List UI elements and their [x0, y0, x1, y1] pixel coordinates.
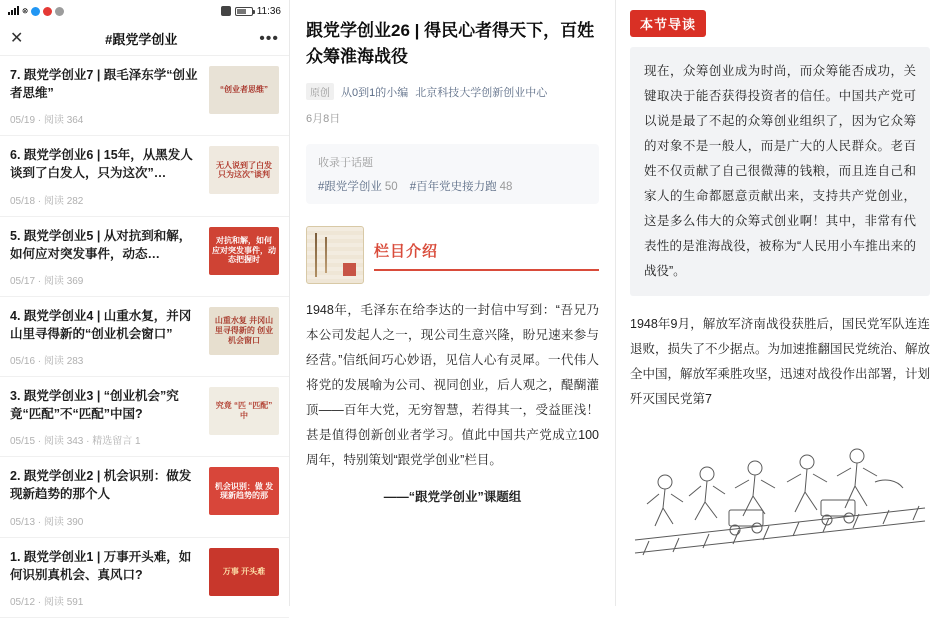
article-list[interactable]	[0, 56, 289, 618]
app-icon	[55, 7, 64, 16]
topic-label: 收录于话题	[318, 157, 373, 169]
thumbnail-caption: 究竟 “匹 “匹配” 中	[215, 401, 273, 420]
list-item-meta: 05/16 · 阅读 283	[10, 356, 84, 367]
list-item-text	[10, 387, 201, 447]
list-item-meta: 05/15 · 阅读 343 · 精选留言 1	[10, 436, 141, 448]
column-intro-body: 1948年，毛泽东在给李达的一封信中写到：“吾兄乃本公司发起人之一，现公司生意兴隆，盼兄速来参与经营。”信纸间巧心妙语，见信人心有灵犀。一代伟人将党的发展喻为公司、视同创业，后人观之，醍醐灌顶——百年大党，无穷智慧，若得其一，受益匪浅！甚是值得创新创业者学习。值此中国共产党成立100周年，特别策划“跟党学创业”栏目。	[306, 303, 599, 467]
article-list-panel	[0, 0, 290, 606]
section-guide-text: 现在，众筹创业成为时尚，而众筹能否成功，关键取决于能否获得投资者的信任。中国共产党可以说是最了不起的众筹创业组织了，因为它众筹的对象不是一般人，而是广大的人民群众。老百姓不仅贡献了自己很微薄的钱粮，而且连自己和家人的生命都愿意贡献出来，支持共产党创业，这是多么伟大的众筹式创业啊！其中，非常有代表性的是淮海战役，被称为“人民用小车推出来的战役”。	[630, 47, 930, 296]
list-item[interactable]	[0, 377, 289, 457]
bluetooth-icon	[43, 7, 52, 16]
column-intro-signature: ——“跟党学创业”课题组	[383, 490, 522, 504]
list-item-meta: 05/19 · 阅读 364	[10, 115, 84, 127]
list-item-thumbnail	[209, 387, 279, 435]
column-intro-section	[306, 226, 599, 505]
list-item-meta: 05/13 · 阅读 390	[10, 516, 84, 528]
article-title: 跟党学创业26 | 得民心者得天下，百姓众筹淮海战役	[306, 21, 595, 66]
list-item-text	[10, 227, 201, 287]
list-item-title: 7. 跟党学创业7 | 跟毛泽东学“创业者思维”	[10, 68, 198, 101]
list-item-title: 5. 跟党学创业5 | 从对抗到和解，如何应对突发事件，动态…	[10, 228, 192, 261]
list-item-text	[10, 146, 201, 206]
close-icon[interactable]: ✕	[10, 29, 24, 47]
signal-bars-icon	[8, 7, 19, 15]
publish-date: 6月8日	[306, 113, 341, 125]
list-item-text	[10, 66, 201, 126]
thumbnail-caption: 山重水复 井冈山里寻得新的 创业机会窗口	[214, 316, 274, 345]
more-options-icon[interactable]: •••	[259, 29, 279, 47]
thumbnail-caption: 机会识别：做 发现新趋势的那	[214, 481, 274, 501]
letter-scroll-icon	[306, 226, 364, 284]
author-link[interactable]: 从0到1的小编	[341, 86, 409, 99]
list-item-title: 1. 跟党学创业1 | 万事开头难，如何识别真机会、真风口?	[10, 549, 192, 582]
original-badge: 原创	[306, 83, 334, 100]
topic-tag-name: #百年党史接力跑	[409, 181, 497, 193]
list-item[interactable]	[0, 56, 289, 136]
list-item-thumbnail	[209, 548, 279, 596]
list-item[interactable]	[0, 217, 289, 297]
article-body-paragraph: 1948年9月，解放军济南战役获胜后，国民党军队连连退败，损失了不少据点。为加速推翻国民党统治、解放全中国，解放军乘胜攻坚，迅速对战役作出部署，计划歼灭国民党第7	[630, 317, 931, 406]
list-item-title: 2. 跟党学创业2 | 机会识别：做发现新趋势的那个人	[10, 469, 192, 502]
article-detail-panel	[290, 0, 616, 606]
topic-tag[interactable]	[410, 178, 513, 194]
title-underline	[374, 269, 599, 271]
topic-box	[306, 144, 599, 204]
list-item[interactable]	[0, 297, 289, 377]
list-item-thumbnail	[209, 146, 279, 194]
status-time: 11:36	[256, 5, 281, 17]
column-intro-header	[306, 226, 599, 284]
topic-tag-count: 48	[499, 181, 513, 193]
topic-tag-list	[318, 178, 587, 194]
list-item-meta: 05/17 · 阅读 369	[10, 275, 84, 287]
topic-tag-count: 50	[384, 181, 398, 193]
list-item-text	[10, 548, 201, 608]
list-item-thumbnail	[209, 227, 279, 275]
railway-supply-sketch	[630, 422, 930, 572]
article-continuation-panel	[616, 0, 944, 606]
nav-bar	[0, 22, 289, 56]
page-title: #跟党学创业	[105, 32, 178, 47]
thumbnail-caption: 对抗和解，如何 应对突发事件，动态把握时	[212, 236, 276, 265]
wifi-icon	[31, 7, 40, 16]
red-seal-icon	[343, 263, 356, 276]
list-item-thumbnail	[209, 307, 279, 355]
list-item-meta: 05/12 · 阅读 591	[10, 596, 84, 608]
battery-icon	[235, 7, 253, 16]
list-item[interactable]	[0, 457, 289, 537]
column-intro-title: 栏目介绍	[374, 242, 439, 260]
status-bar-right	[221, 6, 281, 17]
list-item-title: 4. 跟党学创业4 | 山重水复，并冈山里寻得新的“创业机会窗口”	[10, 308, 192, 341]
alarm-icon	[221, 6, 231, 16]
list-item-thumbnail	[209, 467, 279, 515]
list-item[interactable]	[0, 136, 289, 216]
thumbnail-caption: 无人说到了白发 只为这次”谈判	[216, 160, 272, 180]
thumbnail-caption: “创业者思维”	[220, 85, 268, 95]
topic-tag[interactable]	[318, 178, 398, 194]
status-bar	[0, 0, 289, 22]
list-item-title: 6. 跟党学创业6 | 15年，从黑发人谈到了白发人，只为这次”…	[10, 148, 193, 181]
list-item-title: 3. 跟党学创业3 | “创业机会”究竟“匹配”不“匹配”中国?	[10, 389, 179, 422]
section-guide-badge: 本节导读	[630, 10, 706, 37]
network-label: ᳁	[22, 5, 29, 16]
column-intro-title-wrap	[374, 240, 599, 271]
list-item-text	[10, 467, 201, 527]
thumbnail-caption: 万事 开头难	[222, 566, 266, 576]
publisher-link[interactable]: 北京科技大学创新创业中心	[415, 86, 548, 99]
article-byline	[306, 83, 599, 100]
list-item-meta: 05/18 · 阅读 282	[10, 195, 84, 207]
list-item-thumbnail	[209, 66, 279, 114]
status-bar-left	[8, 5, 64, 18]
list-item-text	[10, 307, 201, 367]
topic-tag-name: #跟党学创业	[318, 181, 382, 193]
